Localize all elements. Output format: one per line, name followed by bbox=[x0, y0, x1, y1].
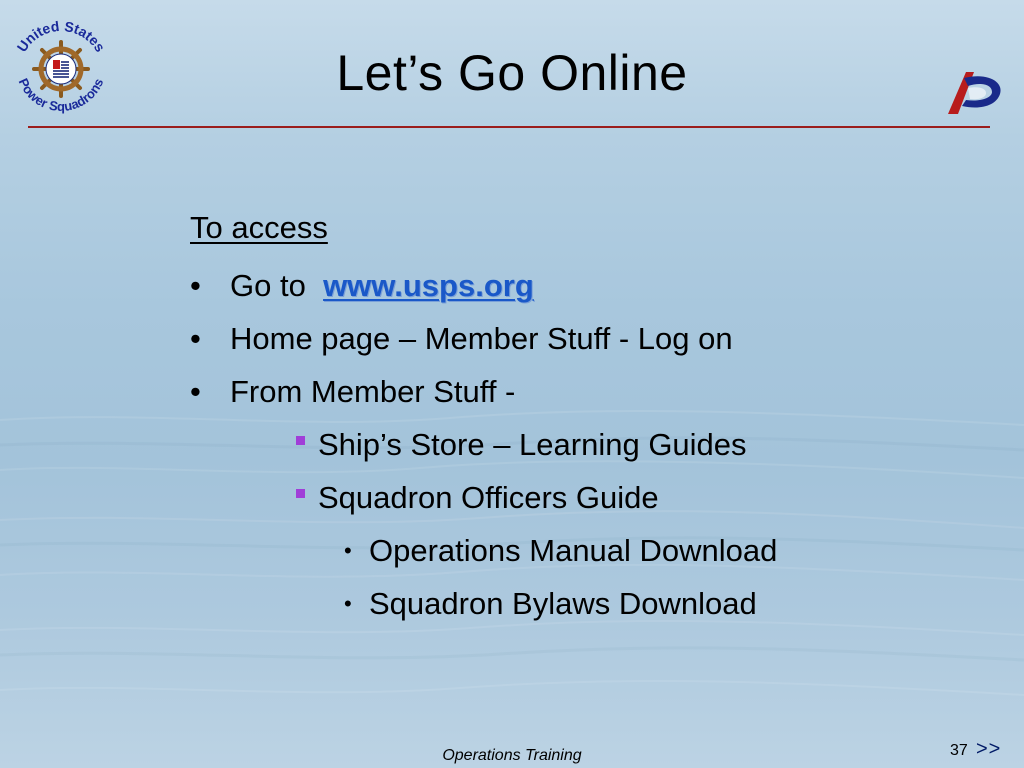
title-divider bbox=[28, 126, 990, 128]
small-bullet-icon: • bbox=[344, 591, 352, 616]
square-bullet-icon bbox=[296, 489, 305, 498]
sub-sub-list-item-operations-manual bbox=[344, 533, 777, 569]
bullet-icon: • bbox=[190, 321, 201, 356]
list-item-goto bbox=[190, 268, 534, 304]
sub-sub-list-item-label: Squadron Bylaws Download bbox=[369, 586, 757, 621]
list-item-member-stuff bbox=[190, 374, 515, 410]
page-number: 37 bbox=[950, 742, 968, 759]
sub-list-item-officers-guide bbox=[296, 480, 659, 516]
list-item-home-page bbox=[190, 321, 733, 357]
sub-sub-list-item-label: Operations Manual Download bbox=[369, 533, 778, 568]
svg-text:Power Squadrons: Power Squadrons bbox=[15, 75, 107, 114]
slide-title: Let’s Go Online bbox=[336, 45, 688, 101]
footer-label: Operations Training bbox=[442, 747, 582, 764]
small-bullet-icon: • bbox=[344, 538, 352, 563]
sub-list-item-label: Squadron Officers Guide bbox=[318, 480, 659, 515]
list-item-label: From Member Stuff - bbox=[230, 374, 516, 409]
sub-list-item-ships-store bbox=[296, 427, 747, 463]
next-slide-button[interactable]: >> bbox=[976, 738, 1002, 760]
usps-website-link[interactable]: www.usps.org bbox=[323, 268, 534, 303]
section-heading: To access bbox=[190, 210, 328, 245]
bullet-icon: • bbox=[190, 374, 201, 409]
sub-sub-list-item-bylaws bbox=[344, 586, 757, 622]
goto-label: Go to bbox=[230, 268, 306, 303]
list-item-label: Home page – Member Stuff - Log on bbox=[230, 321, 733, 356]
bullet-icon: • bbox=[190, 268, 201, 303]
sub-list-item-label: Ship’s Store – Learning Guides bbox=[318, 427, 747, 462]
svg-text:United States: United States bbox=[13, 17, 109, 55]
square-bullet-icon bbox=[296, 436, 305, 445]
